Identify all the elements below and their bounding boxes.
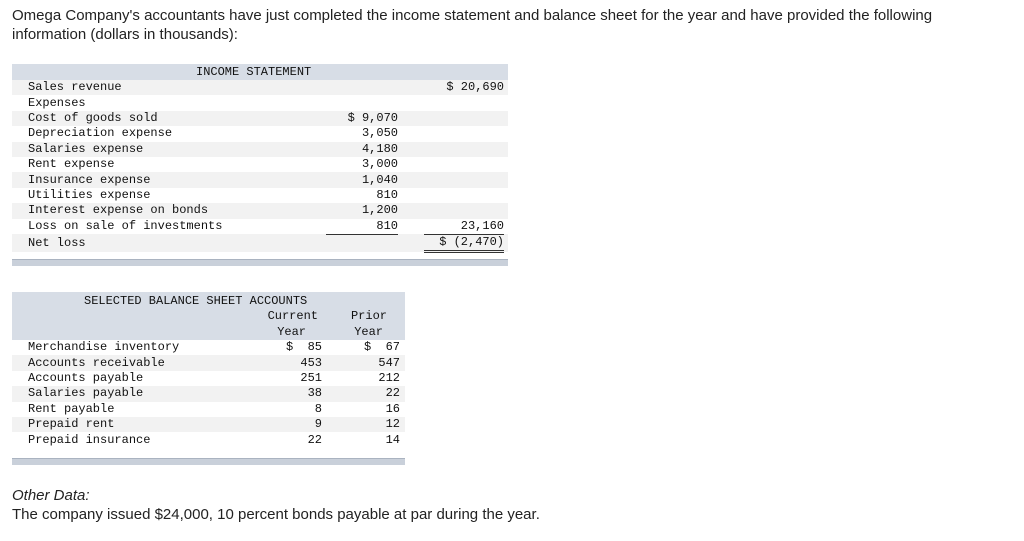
- other-data-section: [12, 486, 912, 524]
- spacer: [504, 234, 508, 251]
- spacer: [400, 417, 405, 432]
- spacer: [504, 188, 508, 203]
- spacer: [400, 355, 405, 370]
- spacer: [504, 111, 508, 126]
- income-row-label: Utilities expense: [12, 188, 326, 203]
- income-row-total: [424, 142, 504, 157]
- col-header-current-1: Current: [267, 309, 318, 323]
- income-row-total: 23,160: [424, 219, 504, 235]
- other-data-heading: Other Data:: [12, 487, 90, 504]
- spacer: [398, 172, 424, 187]
- spacer: [504, 219, 508, 235]
- spacer: [322, 417, 332, 432]
- spacer: [322, 340, 332, 355]
- spacer: [504, 157, 508, 172]
- spacer: [398, 95, 424, 110]
- spacer: [400, 340, 405, 355]
- income-row-label: Cost of goods sold: [12, 111, 326, 126]
- income-row-total: [424, 111, 504, 126]
- income-row-amount: [326, 95, 398, 110]
- income-row-total: [424, 126, 504, 141]
- balance-sheet-table: [12, 340, 405, 448]
- income-row: [12, 80, 508, 95]
- balance-row-current: 22: [254, 432, 322, 447]
- spacer: [504, 172, 508, 187]
- balance-row: [12, 432, 405, 447]
- balance-row: [12, 402, 405, 417]
- spacer: [504, 203, 508, 218]
- balance-row: [12, 371, 405, 386]
- income-row: [12, 172, 508, 187]
- income-statement-header: [12, 64, 508, 80]
- balance-row-label: Accounts receivable: [12, 355, 254, 370]
- income-row-amount: 3,050: [326, 126, 398, 141]
- spacer: [398, 188, 424, 203]
- income-statement-table: [12, 80, 508, 253]
- income-row-label: Depreciation expense: [12, 126, 326, 141]
- balance-row-prior: 22: [332, 386, 400, 401]
- balance-row-label: Accounts payable: [12, 371, 254, 386]
- income-statement: [12, 64, 508, 266]
- income-row-amount: 3,000: [326, 157, 398, 172]
- income-row: [12, 111, 508, 126]
- balance-row: [12, 340, 405, 355]
- spacer: [400, 402, 405, 417]
- income-row: [12, 157, 508, 172]
- spacer: [398, 234, 424, 251]
- income-row-label: Interest expense on bonds: [12, 203, 326, 218]
- income-row: [12, 95, 508, 110]
- spacer: [322, 371, 332, 386]
- balance-row-current: 38: [254, 386, 322, 401]
- balance-row-prior: 547: [332, 355, 400, 370]
- spacer: [504, 126, 508, 141]
- spacer: [398, 142, 424, 157]
- income-row-total: $ 20,690: [424, 80, 504, 95]
- balance-row-prior: 14: [332, 432, 400, 447]
- income-row-total: [424, 95, 504, 110]
- balance-row-label: Merchandise inventory: [12, 340, 254, 355]
- balance-row: [12, 355, 405, 370]
- income-row-amount: $ 9,070: [326, 111, 398, 126]
- balance-sheet-footer-bar: [12, 458, 405, 465]
- spacer: [398, 126, 424, 141]
- income-row-amount: 810: [326, 219, 398, 235]
- income-statement-title: INCOME STATEMENT: [196, 65, 312, 79]
- income-row-label: Insurance expense: [12, 172, 326, 187]
- spacer: [400, 386, 405, 401]
- spacer: [400, 432, 405, 447]
- balance-row-prior: 212: [332, 371, 400, 386]
- balance-row-current: 8: [254, 402, 322, 417]
- col-header-prior-2: Year: [354, 325, 383, 339]
- income-row: [12, 219, 508, 235]
- income-row-label: Rent expense: [12, 157, 326, 172]
- balance-row-prior: $ 67: [332, 340, 400, 355]
- income-row-amount: 1,040: [326, 172, 398, 187]
- income-row-total: [424, 188, 504, 203]
- income-row: [12, 188, 508, 203]
- balance-row: [12, 417, 405, 432]
- balance-sheet-title: SELECTED BALANCE SHEET ACCOUNTS: [84, 294, 308, 308]
- income-row: [12, 234, 508, 251]
- spacer: [504, 80, 508, 95]
- spacer: [398, 80, 424, 95]
- income-row-amount: 810: [326, 188, 398, 203]
- income-row-label: Loss on sale of investments: [12, 219, 326, 235]
- balance-sheet-accounts: [12, 292, 405, 465]
- spacer: [398, 203, 424, 218]
- income-row-amount: [326, 234, 398, 251]
- balance-row-current: 453: [254, 355, 322, 370]
- income-row-label: Expenses: [12, 95, 326, 110]
- income-row-total: [424, 157, 504, 172]
- income-row-label: Sales revenue: [12, 80, 326, 95]
- balance-row-label: Prepaid rent: [12, 417, 254, 432]
- balance-row-current: 9: [254, 417, 322, 432]
- income-row: [12, 203, 508, 218]
- income-row-label: Salaries expense: [12, 142, 326, 157]
- spacer: [398, 157, 424, 172]
- balance-row-label: Rent payable: [12, 402, 254, 417]
- spacer: [504, 142, 508, 157]
- spacer: [322, 402, 332, 417]
- balance-row-label: Prepaid insurance: [12, 432, 254, 447]
- income-statement-footer-bar: [12, 259, 508, 266]
- balance-row-label: Salaries payable: [12, 386, 254, 401]
- spacer: [400, 371, 405, 386]
- income-row-total: [424, 203, 504, 218]
- balance-row-current: 251: [254, 371, 322, 386]
- spacer: [398, 219, 424, 235]
- spacer: [322, 432, 332, 447]
- income-row-total: [424, 172, 504, 187]
- balance-row-prior: 12: [332, 417, 400, 432]
- income-row: [12, 126, 508, 141]
- income-row-amount: [326, 80, 398, 95]
- income-row: [12, 142, 508, 157]
- balance-row-current: $ 85: [254, 340, 322, 355]
- income-row-amount: 1,200: [326, 203, 398, 218]
- spacer: [322, 386, 332, 401]
- income-row-total: $ (2,470): [424, 234, 504, 251]
- balance-row-prior: 16: [332, 402, 400, 417]
- spacer: [322, 355, 332, 370]
- spacer: [504, 95, 508, 110]
- col-header-prior-1: Prior: [350, 309, 387, 323]
- spacer: [398, 111, 424, 126]
- other-data-text: The company issued $24,000, 10 percent bonds payable at par during the year.: [12, 506, 540, 523]
- income-row-label: Net loss: [12, 234, 326, 251]
- income-row-amount: 4,180: [326, 142, 398, 157]
- balance-row: [12, 386, 405, 401]
- balance-sheet-header: [12, 292, 405, 340]
- intro-paragraph: Omega Company's accountants have just completed the income statement and balance sheet for the year and have provided the following information (dollars in thousands):: [12, 7, 933, 43]
- col-header-current-2: Year: [277, 325, 306, 339]
